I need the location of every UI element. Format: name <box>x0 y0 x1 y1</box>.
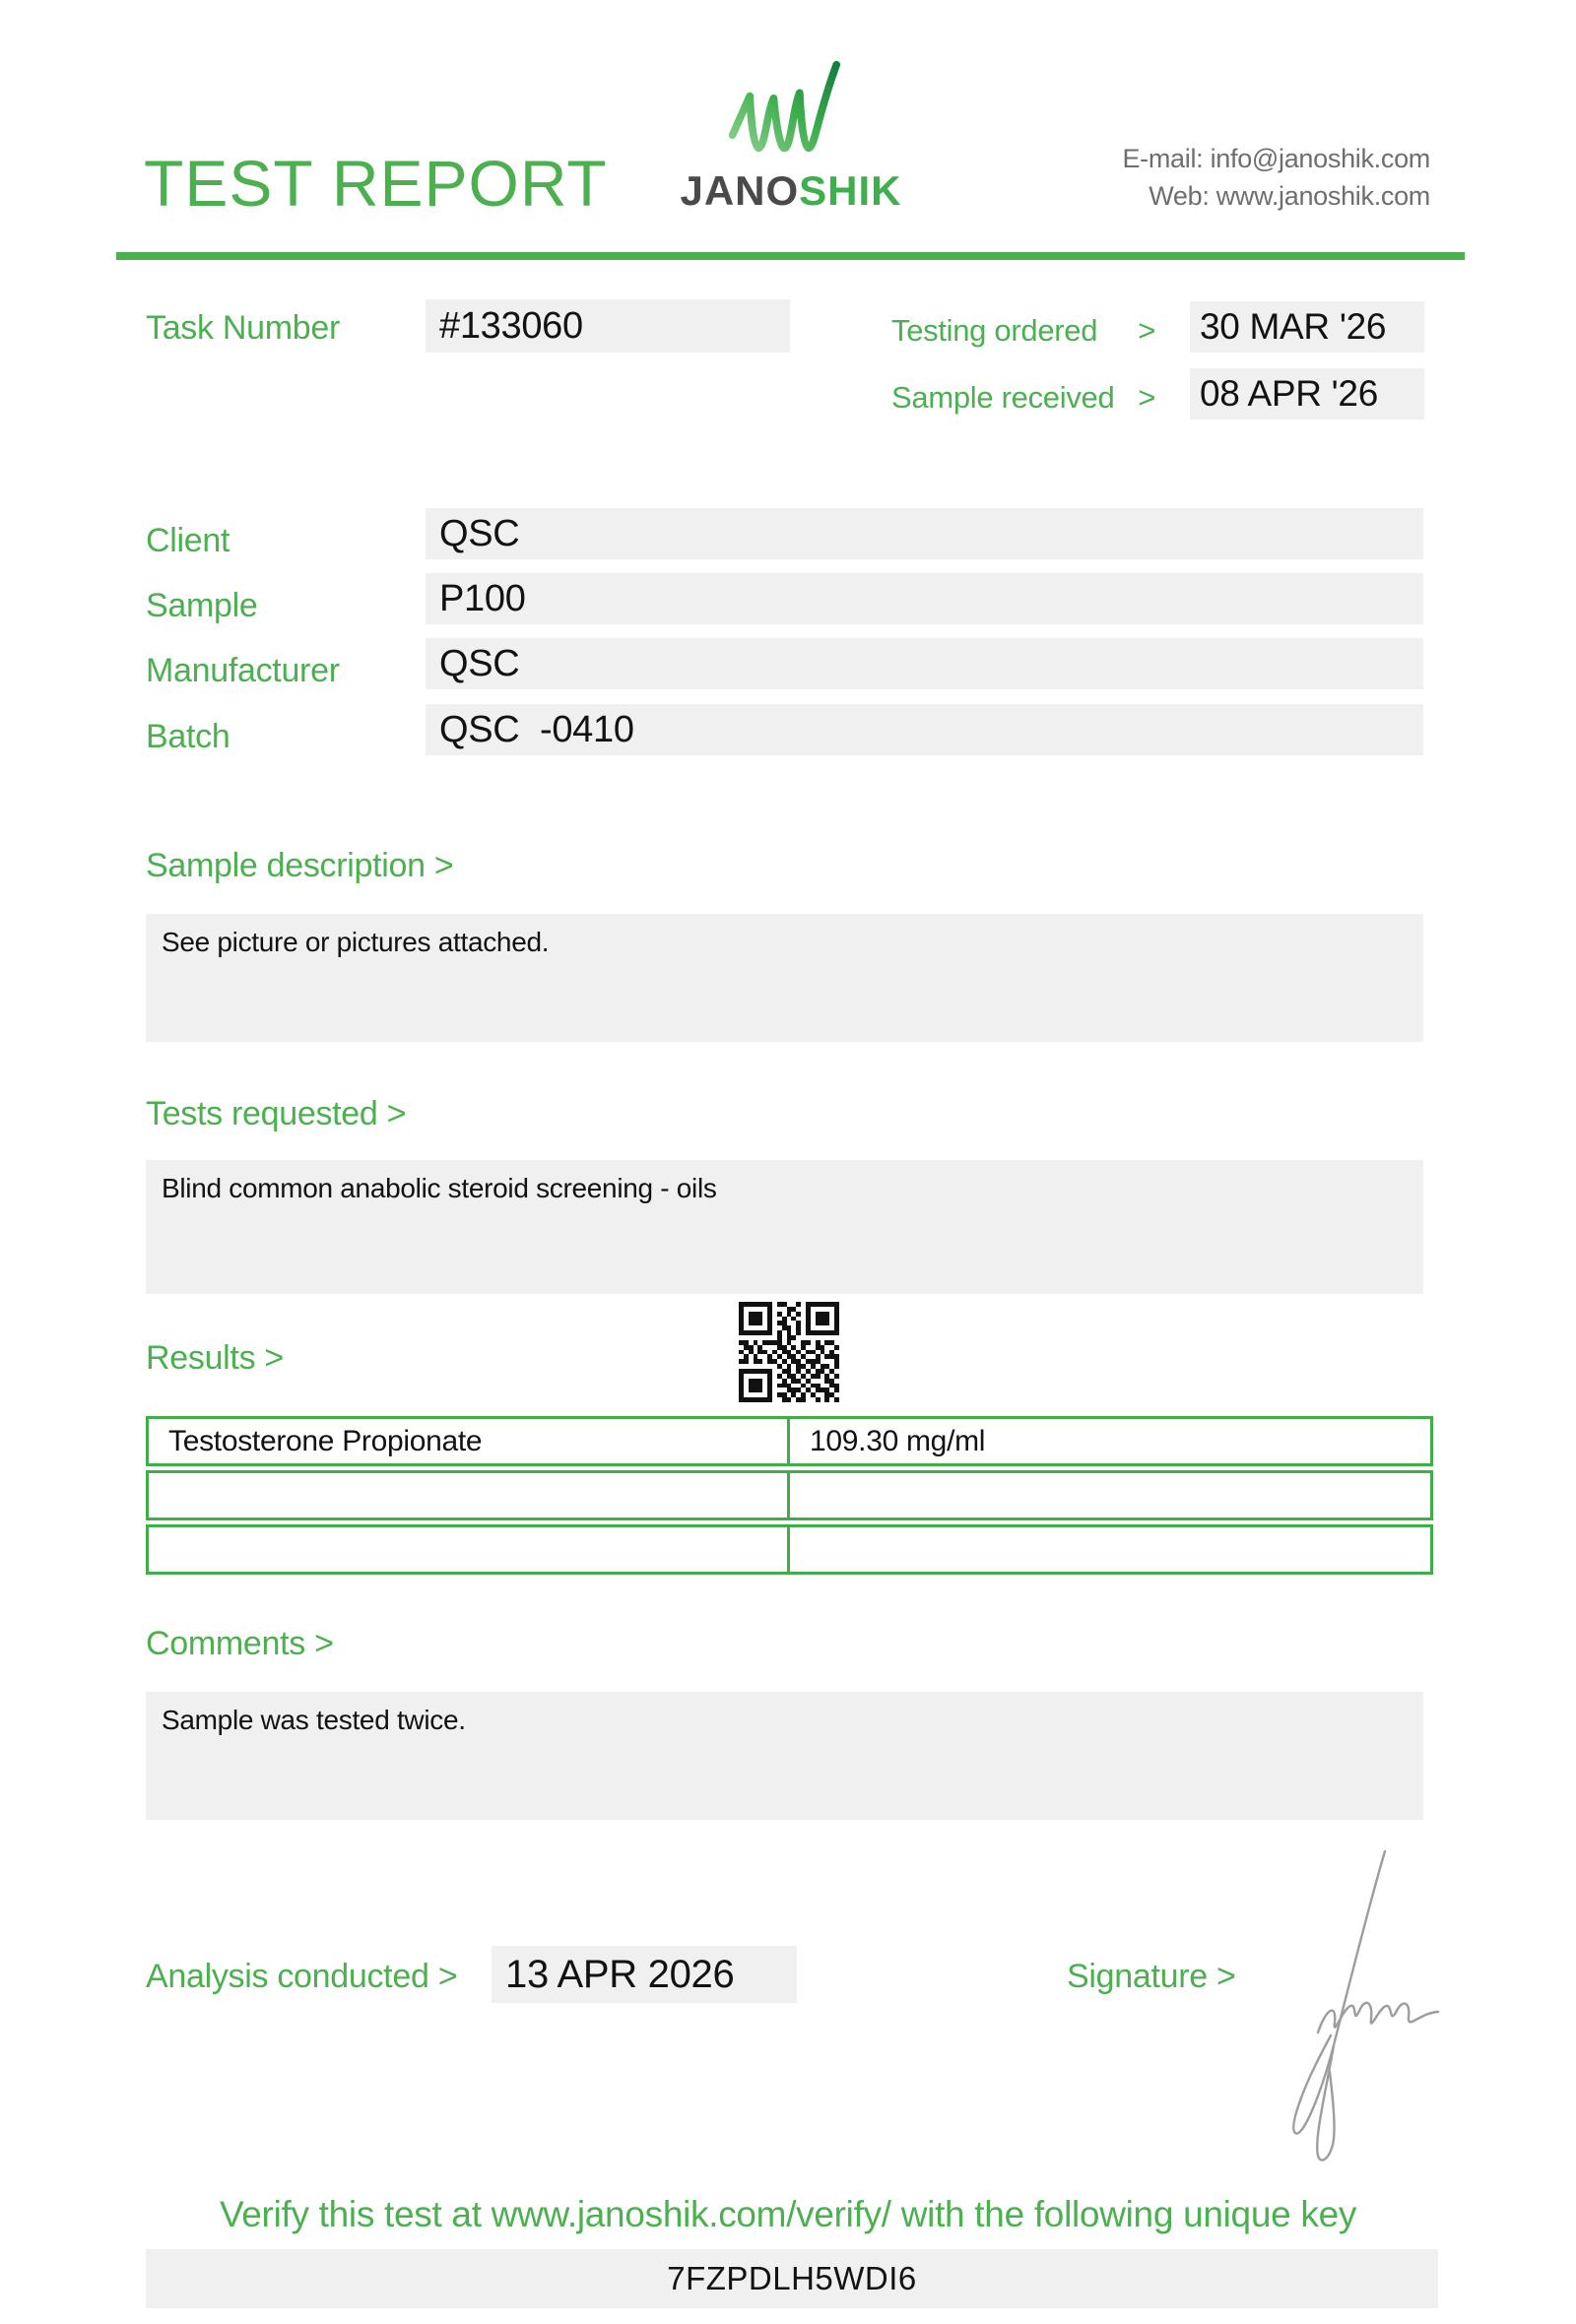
analysis-conducted-label: Analysis conducted > <box>146 1958 458 1995</box>
sample-received-value: 08 APR '26 <box>1200 373 1378 414</box>
verify-instruction: Verify this test at www.janoshik.com/verify/ with the following unique key <box>219 2194 1357 2234</box>
chart-growth-icon <box>712 57 870 165</box>
task-number-field <box>426 299 790 353</box>
unique-key-value: 7FZPDLH5WDI6 <box>667 2260 917 2296</box>
batch-field <box>426 704 1423 755</box>
contact-info <box>1122 140 1430 215</box>
sample-received-arrow: > <box>1138 380 1155 415</box>
result-value: 109.30 mg/ml <box>810 1424 986 1457</box>
comments-heading: Comments > <box>146 1625 334 1662</box>
tests-requested-heading: Tests requested > <box>146 1095 407 1132</box>
page-title: TEST REPORT <box>144 147 608 220</box>
analysis-date-value: 13 APR 2026 <box>505 1952 735 1996</box>
testing-ordered-text: Testing ordered <box>891 313 1098 348</box>
results-row <box>146 1470 1433 1520</box>
sample-description-text: See picture or pictures attached. <box>162 927 550 957</box>
qr-code <box>739 1302 839 1402</box>
tests-requested-text: Blind common anabolic steroid screening - oils <box>162 1173 717 1203</box>
signature-label: Signature > <box>1067 1958 1236 1995</box>
manufacturer-value: QSC <box>439 642 520 684</box>
sample-description-heading: Sample description > <box>146 847 454 884</box>
logo-text-shik: SHIK <box>799 167 902 214</box>
client-field <box>426 508 1423 559</box>
task-number-label: Task Number <box>146 309 340 347</box>
sample-received-text: Sample received <box>891 380 1115 415</box>
batch-value: QSC -0410 <box>439 708 634 750</box>
manufacturer-field <box>426 638 1423 689</box>
manufacturer-label: Manufacturer <box>146 652 340 689</box>
tests-requested-box <box>146 1160 1423 1294</box>
contact-email: E-mail: info@janoshik.com <box>1122 144 1430 173</box>
result-analyte <box>149 1527 790 1572</box>
results-table <box>146 1416 1433 1579</box>
result-analyte <box>149 1473 790 1517</box>
client-value: QSC <box>439 512 520 554</box>
task-number-value: #133060 <box>439 304 583 347</box>
result-value <box>790 1473 1430 1517</box>
batch-label: Batch <box>146 718 230 755</box>
logo-wordmark <box>678 167 904 215</box>
unique-key-field <box>146 2249 1438 2308</box>
result-value <box>790 1527 1430 1572</box>
results-row <box>146 1416 1433 1466</box>
header-divider <box>116 252 1465 260</box>
contact-web: Web: www.janoshik.com <box>1149 181 1430 211</box>
testing-ordered-value: 30 MAR '26 <box>1200 306 1387 347</box>
sample-received-field <box>1190 368 1424 420</box>
sample-value: P100 <box>439 577 526 619</box>
comments-text: Sample was tested twice. <box>162 1705 466 1735</box>
janoshik-logo <box>678 57 904 215</box>
sample-field <box>426 573 1423 624</box>
logo-text-jano: JANO <box>680 167 800 214</box>
testing-ordered-arrow: > <box>1138 313 1155 348</box>
sample-description-box <box>146 914 1423 1042</box>
sample-received-label <box>891 380 1155 416</box>
client-label: Client <box>146 522 230 559</box>
signature-image <box>1259 1843 1466 2168</box>
results-heading: Results > <box>146 1339 284 1377</box>
results-row <box>146 1524 1433 1575</box>
sample-label: Sample <box>146 587 258 624</box>
testing-ordered-field <box>1190 301 1424 353</box>
testing-ordered-label <box>891 313 1155 349</box>
result-analyte: Testosterone Propionate <box>149 1419 790 1463</box>
comments-box <box>146 1692 1423 1820</box>
analysis-date-field <box>492 1946 797 2003</box>
